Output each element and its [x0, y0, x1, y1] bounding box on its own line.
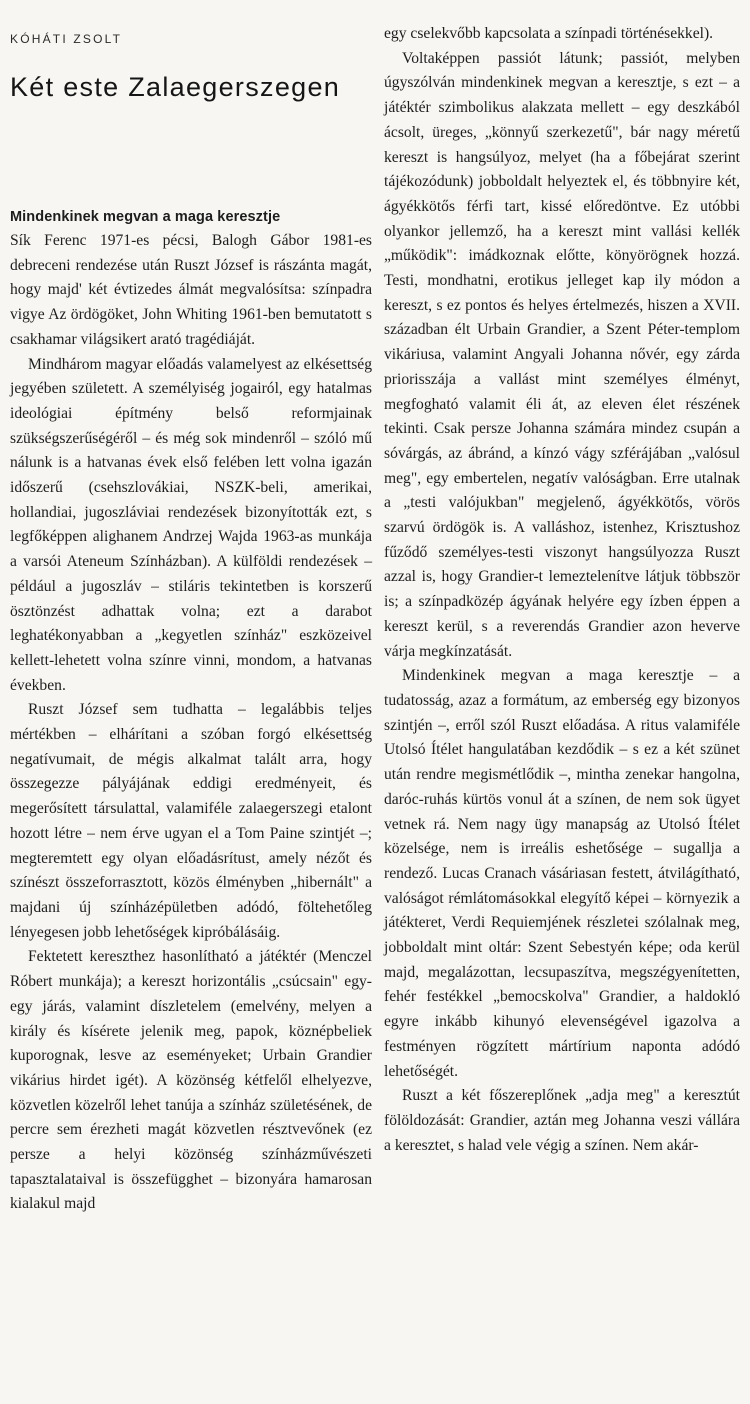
left-column	[10, 209, 372, 1217]
author-name: KÓHÁTI ZSOLT	[10, 32, 123, 46]
paragraph: egy cselekvőbb kapcsolata a színpadi történésekkel).	[384, 25, 714, 42]
section-subheading: Mindenkinek megvan a maga keresztje	[10, 209, 281, 225]
paragraph: Fektetett kereszthez hasonlítható a játéktér (Menczel Róbert munkája); a kereszt horizontális „csúcsain" egy-egy járás, valamint díszletelem (emelvény, melyen a király és kísérete jelenik meg, papok, köznépbeliek kuporognak, lesve az eseményeket; Urbain Grandier vikárius hirdet igét). A közönség kétfelől elhelyezve, közvetlen közelről lehet tanúja a színház születésének, de percre sem érezheti magát közvetlen résztvevőnek (ez persze a helyi közönség színházművészeti tapasztalataival is összefügghet – bizonyára hamarosan kialakul majd	[10, 948, 372, 1213]
paragraph: Voltaképpen passiót látunk; passiót, melyben úgyszólván mindenkinek megvan a keresztje, s ezt – a játéktér szimbolikus alakzata mellett – egy deszkából ácsolt, üreges, „könnyű szerkezetű", bár nagy méretű kereszt is hangsúlyoz, melyet (ha a főbejárat szerint tájékozódunk) jobboldalt helyeztek el, és többnyire két, ágyékkötős férfi tart, kissé előredöntve. Ez utóbbi olyankor jellemző, ha a kereszt mint vallási kellék „működik": imádkoznak előtte, könyörögnek hozzá. Testi, mondhatni, erotikus jelleget kap ily módon a kereszt, s ez pontos és helyes értelmezés, hiszen a XVII. században élt Urbain Grandier, a Szent Péter-templom vikáriusa, valamint Angyali Johanna nővér, egy zárda priorisszája a vallást mint személyes élményt, megfogható valamit éli át, az eleven élet részének tekinti. Csak persze Johanna számára mindez csupán a sóvárgás, az ábránd, a kínzó vágy szférájában „valósul meg", egy embertelen, negatív valóságban. Erre utalnak a „testi valójukban" megjelenő, ágyékkötős, vörös szarvú ördögök is. A valláshoz, istenhez, Krisztushoz fűződő személyes-testi viszonyt hangsúlyozza Ruszt azzal is, hogy Grandier-t lemeztelenítve látjuk többször is; a színpadközép ágyának helyére egy ízben éppen a kereszt kerül, s a reverendás Grandier azon heverve várja megkínzatását.	[384, 49, 740, 660]
paragraph: Sík Ferenc 1971-es pécsi, Balogh Gábor 1981-es debreceni rendezése után Ruszt József is rászánta magát, hogy majd' két évtizedes álmát megvalósítsa: színpadra vigye Az ördögöket, John Whiting 1961-ben bemutatott s csakhamar világsikert arató tragédiáját.	[10, 232, 372, 348]
paragraph: Ruszt a két főszereplőnek „adja meg" a keresztút fölöldozását: Grandier, aztán meg Johanna veszi vállára a keresztet, s halad vele végig a színen. Nem akár-	[384, 1087, 740, 1154]
right-column	[384, 22, 740, 1158]
article-title: Két este Zalaegerszegen	[10, 72, 341, 102]
paragraph: Mindhárom magyar előadás valamelyest az elkésettség jegyében született. A személyiség jogairól, egy hatalmas ideológiai építmény belső reformjainak szükségszerűségéről – és még sok mindenről – szóló mű nálunk is a hatvanas évek első felében lett volna igazán időszerű (csehszlovákiai, NSZK-beli, amerikai, hollandiai, jugoszláviai rendezések bizonyították ezt, s legfőképpen alighanem Andrzej Wajda 1963-as munkája a varsói Ateneum Színházban). A külföldi rendezések – például a jugoszláv – stiláris tekintetben is korszerű ösztönzést adhattak volna; ezt a darabot leghatékonyabban a „kegyetlen színház" eszközeivel kellett-lehetett volna színre vinni, mondom, a hatvanas években.	[10, 355, 372, 694]
paragraph: Mindenkinek megvan a maga keresztje – a tudatosság, azaz a formátum, az emberség egy bizonyos szintjén –, erről szól Ruszt előadása. A ritus valamiféle Utolsó Ítélet hangulatában kezdődik – s ez a két szünet után rendre megismétlődik –, mintha zenekar hangolna, daróc-ruhás kürtös vonul át a színen, de nem sok ügyet vetnek rá. Nem nagy ügy manapság az Utolsó Ítélet közelsége, nem is irreális eshetősége – sugallja a rendező. Lucas Cranach vásáriasan festett, átvilágítható, valóságot rémlátomásokkal elegyítő képei – környezik a játékteret, Verdi Requiemjének részletei szólalnak meg, jobboldalt mint oltár: Szent Sebestyén képe; oda kerül majd, megalázottan, lecsupaszítva, megszégyenítetten, fehér festékkel „bemocskolva" Grandier, a haldokló egyre inkább kihunyó elevenségével igazolva a festményen rögzített mártírium naponta adódó lehetőségét.	[384, 667, 740, 1080]
paragraph: Ruszt József sem tudhatta – legalábbis teljes mértékben – elhárítani a szóban forgó elkésettség negatívumait, de mégis alkalmat talált arra, hogy összegezze pályájának eddigi eredményeit, és megerősített társulattal, valamiféle zalaegerszegi etalont hozott létre – nem érve ugyan el a Tom Paine szintjét –; megteremtett egy olyan előadásrítust, amely nézőt és színészt összeforrasztott, közös élményben „hibernált" a majdani új színházépületben adódó, föltehetőleg lényegesen jobb lehetőségek kipróbálásáig.	[10, 701, 372, 941]
